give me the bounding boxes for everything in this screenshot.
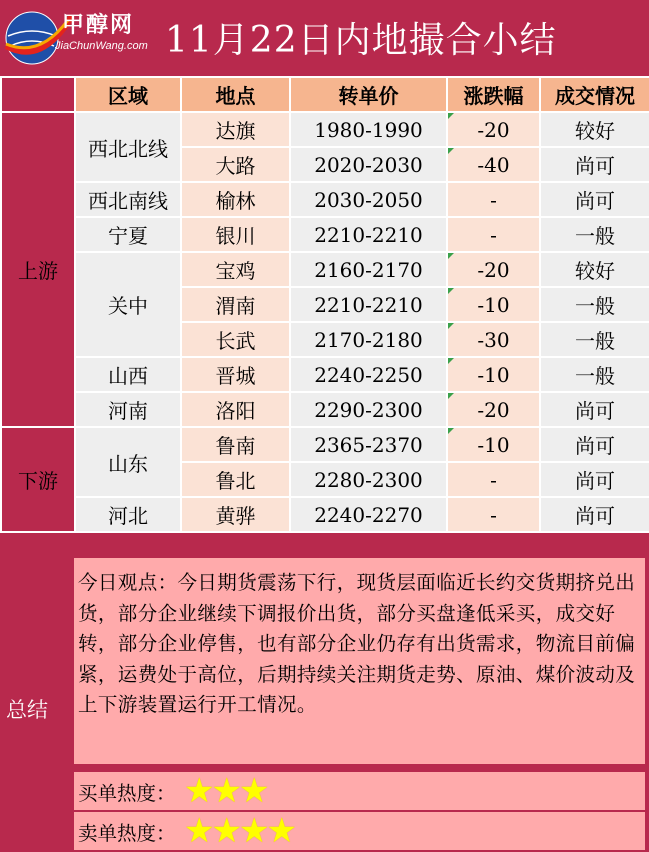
- sell-heat-label: 卖单热度：: [78, 822, 176, 845]
- region-cell: 河南: [75, 392, 181, 427]
- change-cell: -40: [447, 147, 540, 182]
- region-cell: 山东: [75, 427, 181, 497]
- change-cell: -: [447, 497, 540, 532]
- location-cell: 黄骅: [181, 497, 290, 532]
- change-cell: -10: [447, 357, 540, 392]
- summary-text: 今日观点：今日期货震荡下行，现货层面临近长约交货期挤兑出货，部分企业继续下调报价出货，部分买盘逢低采买，成交好转，部分企业停售，也有部分企业仍存有出货需求，物流目前偏紧，运费处于高位，后期持续关注期货走势、原油、煤价波动及上下游装置运行开工情况。: [78, 571, 636, 716]
- star-icon: ★: [184, 811, 215, 851]
- region-cell: 西北南线: [75, 182, 181, 217]
- location-cell: 晋城: [181, 357, 290, 392]
- status-cell: 尚可: [540, 427, 649, 462]
- region-cell: 宁夏: [75, 217, 181, 252]
- change-cell: -20: [447, 112, 540, 147]
- location-cell: 洛阳: [181, 392, 290, 427]
- status-cell: 尚可: [540, 182, 649, 217]
- location-cell: 长武: [181, 322, 290, 357]
- location-cell: 鲁南: [181, 427, 290, 462]
- cell-marker-icon: [448, 253, 454, 259]
- table-row: [1, 427, 649, 462]
- change-cell: -: [447, 182, 540, 217]
- cell-marker-icon: [448, 323, 454, 329]
- region-cell: 西北北线: [75, 112, 181, 182]
- status-cell: 尚可: [540, 462, 649, 497]
- summary-box: [74, 558, 645, 764]
- location-cell: 宝鸡: [181, 252, 290, 287]
- status-cell: 一般: [540, 287, 649, 322]
- table-header-row: [1, 77, 649, 112]
- status-cell: 较好: [540, 252, 649, 287]
- price-cell: 2280-2300: [290, 462, 447, 497]
- region-cell: 河北: [75, 497, 181, 532]
- table-row: [1, 112, 649, 147]
- cell-marker-icon: [448, 393, 454, 399]
- column-header-region: 区域: [75, 77, 181, 112]
- brand-logo: [2, 6, 162, 68]
- section-label-downstream: 下游: [1, 427, 75, 532]
- summary-label: 总结: [6, 698, 48, 722]
- cell-marker-icon: [448, 428, 454, 434]
- table-row: [1, 182, 649, 217]
- price-cell: 2020-2030: [290, 147, 447, 182]
- location-cell: 渭南: [181, 287, 290, 322]
- table-row: [1, 357, 649, 392]
- column-header-change: 涨跌幅: [447, 77, 540, 112]
- price-cell: 2365-2370: [290, 427, 447, 462]
- location-cell: 鲁北: [181, 462, 290, 497]
- section-label-upstream: 上游: [1, 112, 75, 427]
- status-cell: 尚可: [540, 392, 649, 427]
- cell-marker-icon: [448, 358, 454, 364]
- buy-heat-label: 买单热度：: [78, 782, 176, 805]
- location-cell: 榆林: [181, 182, 290, 217]
- status-cell: 较好: [540, 112, 649, 147]
- cell-marker-icon: [448, 288, 454, 294]
- price-table: [0, 76, 649, 533]
- price-cell: 2210-2210: [290, 287, 447, 322]
- logo-text: 甲醇网: [62, 12, 135, 38]
- price-cell: 2170-2180: [290, 322, 447, 357]
- status-cell: 一般: [540, 357, 649, 392]
- price-cell: 2290-2300: [290, 392, 447, 427]
- buy-heat-row: [74, 772, 645, 810]
- location-cell: 达旗: [181, 112, 290, 147]
- price-cell: 2160-2170: [290, 252, 447, 287]
- sell-heat-row: [74, 812, 645, 850]
- table-row: [1, 497, 649, 532]
- buy-heat-stars: [184, 771, 270, 811]
- location-cell: 大路: [181, 147, 290, 182]
- change-cell: -20: [447, 252, 540, 287]
- table-row: [1, 252, 649, 287]
- header: [0, 0, 649, 76]
- price-cell: 2240-2270: [290, 497, 447, 532]
- change-cell: -10: [447, 427, 540, 462]
- star-icon: ★: [211, 811, 242, 851]
- price-cell: 2210-2210: [290, 217, 447, 252]
- status-cell: 尚可: [540, 147, 649, 182]
- change-cell: -30: [447, 322, 540, 357]
- sell-heat-stars: [184, 811, 297, 851]
- star-icon: ★: [184, 771, 215, 811]
- column-header-status: 成交情况: [540, 77, 649, 112]
- cell-marker-icon: [448, 113, 454, 119]
- region-cell: 山西: [75, 357, 181, 392]
- location-cell: 银川: [181, 217, 290, 252]
- summary-section: [0, 556, 72, 852]
- table-row: [1, 392, 649, 427]
- status-cell: 一般: [540, 217, 649, 252]
- status-cell: 一般: [540, 322, 649, 357]
- star-icon: ★: [238, 811, 270, 851]
- status-cell: 尚可: [540, 497, 649, 532]
- price-cell: 2240-2250: [290, 357, 447, 392]
- change-cell: -: [447, 217, 540, 252]
- star-icon: ★: [238, 771, 270, 811]
- logo-url: JiaChunWang.com: [55, 40, 148, 52]
- table-row: [1, 217, 649, 252]
- change-cell: -10: [447, 287, 540, 322]
- star-icon: ★: [266, 811, 297, 851]
- change-cell: -20: [447, 392, 540, 427]
- change-cell: -: [447, 462, 540, 497]
- page-title: 11月22日内地撮合小结: [165, 20, 557, 61]
- column-header-location: 地点: [181, 77, 290, 112]
- region-cell: 关中: [75, 252, 181, 357]
- column-header-price: 转单价: [290, 77, 447, 112]
- price-cell: 1980-1990: [290, 112, 447, 147]
- cell-marker-icon: [448, 148, 454, 154]
- star-icon: ★: [211, 771, 242, 811]
- price-cell: 2030-2050: [290, 182, 447, 217]
